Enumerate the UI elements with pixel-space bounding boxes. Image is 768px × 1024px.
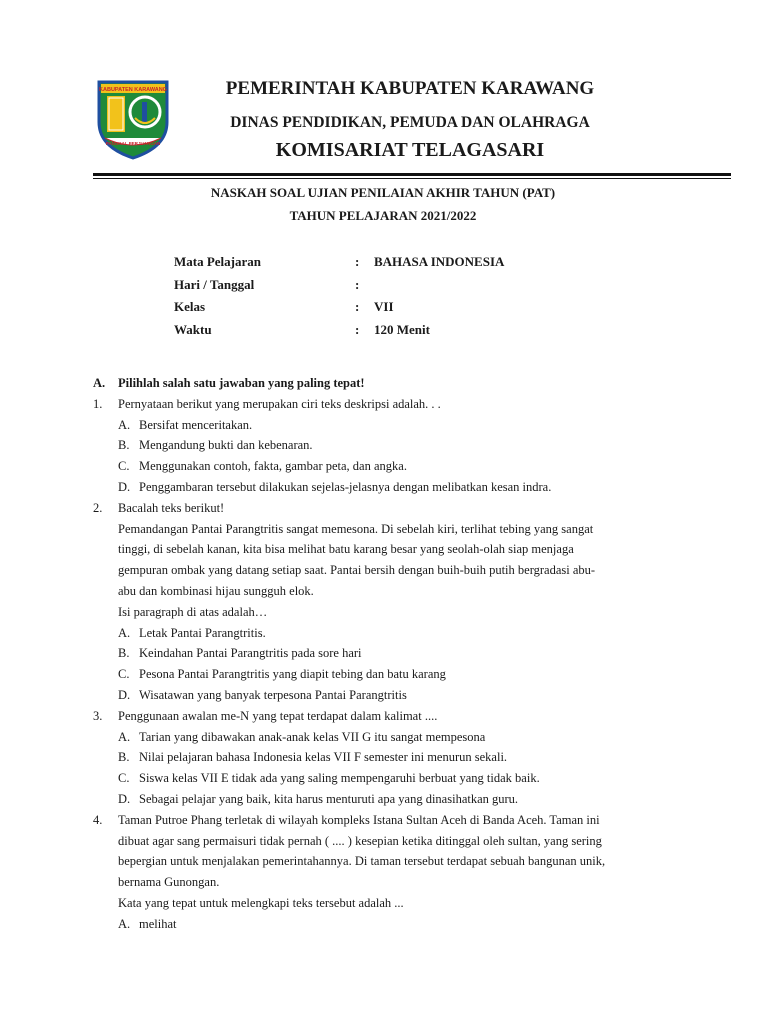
question-4 — [93, 810, 683, 831]
option-letter: B. — [118, 646, 130, 661]
option — [93, 914, 683, 935]
karawang-coat-of-arms-logo — [95, 78, 171, 160]
info-label: Waktu — [174, 321, 212, 337]
section-letter: A. — [93, 376, 106, 390]
letterhead-government: PEMERINTAH KABUPATEN KARAWANG — [225, 78, 595, 99]
option-text: Letak Pantai Parangtritis. — [139, 625, 266, 640]
info-colon: : — [355, 254, 360, 269]
option-text: Pesona Pantai Parangtritis yang diapit tebing dan batu karang — [139, 667, 446, 682]
question-text-line — [93, 560, 683, 581]
option-letter: A. — [118, 625, 131, 640]
option-text: Sebagai pelajar yang baik, kita harus menturuti apa yang dinasihatkan guru. — [139, 791, 519, 806]
question-1 — [93, 394, 683, 415]
question-text-line — [93, 581, 683, 602]
question-text-line — [93, 893, 683, 914]
question-text-line — [93, 851, 683, 872]
info-colon: : — [355, 321, 360, 337]
question-text-line — [93, 831, 683, 852]
question-text: Pemandangan Pantai Parangtritis sangat memesona. Di sebelah kiri, terlihat tebing yang sangat — [118, 521, 594, 536]
info-colon: : — [355, 299, 360, 314]
option-letter: A. — [118, 916, 131, 931]
info-value: 120 Menit — [374, 321, 430, 337]
letterhead-commissariat: KOMISARIAT TELAGASARI — [275, 139, 545, 161]
logo-text-bottom: PANGKAL PERJUANGAN — [105, 141, 161, 146]
option-text: Penggambaran tersebut dilakukan sejelas-jelasnya dengan melibatkan kesan indra. — [139, 479, 552, 494]
section-heading — [93, 373, 683, 394]
option — [93, 664, 683, 685]
option — [93, 623, 683, 644]
question-text-line — [93, 602, 683, 623]
question-text: Penggunaan awalan me-N yang tepat terdapat dalam kalimat .... — [118, 708, 438, 723]
logo-text-top: KABUPATEN KARAWANG — [99, 87, 167, 93]
option — [93, 789, 683, 810]
option-text: Siswa kelas VII E tidak ada yang saling mempengaruhi berbuat yang tidak baik. — [139, 771, 540, 786]
option — [93, 456, 683, 477]
option-text: Bersifat menceritakan. — [139, 417, 253, 432]
option-text: Tarian yang dibawakan anak-anak kelas VII G itu sangat mempesona — [139, 729, 486, 744]
question-number: 1. — [93, 396, 103, 411]
option-text: Keindahan Pantai Parangtritis pada sore hari — [139, 646, 362, 661]
question-text-line — [93, 519, 683, 540]
academic-year: TAHUN PELAJARAN 2021/2022 — [289, 208, 477, 223]
option-text: Mengandung bukti dan kebenaran. — [139, 438, 313, 453]
info-label: Mata Pelajaran — [174, 254, 262, 269]
question-number: 2. — [93, 500, 103, 515]
question-text: bepergian untuk menjalakan pemerintahannya. Di taman tersebut terdapat sebuah bangunan unik, — [118, 854, 606, 869]
letterhead-rule-thin — [93, 178, 731, 179]
exam-title: NASKAH SOAL UJIAN PENILAIAN AKHIR TAHUN (PAT) — [210, 185, 556, 200]
question-text: Kata yang tepat untuk melengkapi teks tersebut adalah ... — [118, 895, 404, 910]
option-letter: A. — [118, 417, 131, 432]
option-text: melihat — [139, 916, 177, 931]
question-2 — [93, 498, 683, 519]
option — [93, 685, 683, 706]
option-text: Wisatawan yang banyak terpesona Pantai Parangtritis — [139, 687, 407, 702]
question-text: abu dan kombinasi hijau sungguh elok. — [118, 583, 314, 598]
question-text: Bacalah teks berikut! — [118, 500, 225, 515]
info-colon: : — [355, 276, 360, 292]
option-letter: D. — [118, 791, 131, 806]
question-text: bernama Gunongan. — [118, 875, 220, 890]
question-text: tinggi, di sebelah kanan, kita bisa melihat batu karang besar yang seolah-olah siap menjaga — [118, 542, 574, 557]
question-text: Pernyataan berikut yang merupakan ciri teks deskripsi adalah. . . — [118, 396, 441, 411]
question-text-line — [93, 872, 683, 893]
option-text: Nilai pelajaran bahasa Indonesia kelas VII F semester ini menurun sekali. — [139, 750, 508, 765]
question-text: gempuran ombak yang datang setiap saat. Pantai bersih dengan buih-buih putih bergradasi abu- — [118, 563, 596, 578]
question-text: dibuat agar sang permaisuri tidak pernah ( .... ) kesepian ketika ditinggal oleh sultan, yang sering — [118, 833, 602, 848]
question-text: Taman Putroe Phang terletak di wilayah kompleks Istana Sultan Aceh di Banda Aceh. Taman ini — [118, 812, 600, 827]
option-letter: D. — [118, 479, 131, 494]
info-value: BAHASA INDONESIA — [374, 254, 505, 269]
option — [93, 415, 683, 436]
question-text-line — [93, 539, 683, 560]
option-letter: B. — [118, 750, 130, 765]
option — [93, 435, 683, 456]
section-instruction: Pilihlah salah satu jawaban yang paling tepat! — [118, 376, 365, 390]
letterhead-department: DINAS PENDIDIKAN, PEMUDA DAN OLAHRAGA — [230, 114, 590, 131]
option-letter: C. — [118, 459, 130, 474]
option — [93, 747, 683, 768]
question-number: 3. — [93, 708, 103, 723]
letterhead-rule-thick — [93, 173, 731, 176]
option-letter: A. — [118, 729, 131, 744]
option-letter: B. — [118, 438, 130, 453]
option-letter: C. — [118, 771, 130, 786]
info-label: Hari / Tanggal — [174, 276, 255, 292]
option-letter: D. — [118, 687, 131, 702]
option — [93, 643, 683, 664]
question-number: 4. — [93, 812, 103, 827]
option — [93, 727, 683, 748]
question-text: Isi paragraph di atas adalah… — [118, 604, 268, 619]
option — [93, 768, 683, 789]
question-3 — [93, 706, 683, 727]
info-label: Kelas — [174, 299, 206, 314]
question-content — [93, 373, 683, 935]
option-letter: C. — [118, 667, 130, 682]
option — [93, 477, 683, 498]
option-text: Menggunakan contoh, fakta, gambar peta, dan angka. — [139, 459, 407, 474]
info-value: VII — [374, 299, 394, 314]
